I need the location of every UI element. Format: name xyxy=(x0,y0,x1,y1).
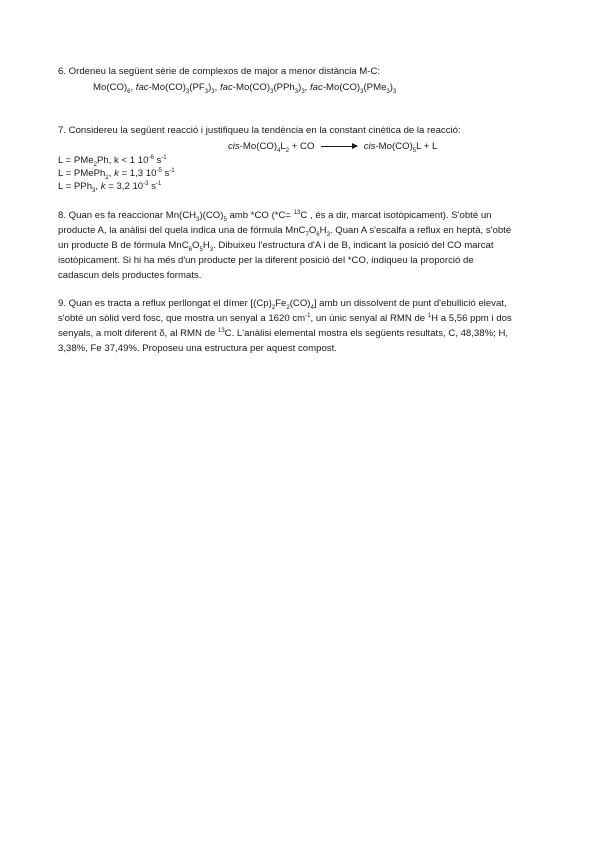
q8-line-4: isotòpicament. Si hi ha més d'un producte per la diferent posició del *CO, indiqueu la proporció de xyxy=(58,255,474,266)
q7-statement: 7. Considereu la següent reacció i justifiqueu la tendència en la constant cinètica de la reacció: xyxy=(58,125,461,136)
q7-reaction-equation xyxy=(228,141,437,153)
q7-product: cis-$Mo(CO)_5L + L$ xyxy=(363,141,438,154)
q9-line-1: 9. Quan es tracta a reflux perllongat el dímer $[(Cp)_2Fe_2(CO)_4]$ amb un dissolvent de punt d'ebullició elevat, xyxy=(58,298,507,311)
q7-ligand-rate-3: L = PPh$_3$, k = 3,2 $10^{-3}$ $s^{-1}$ xyxy=(58,180,162,194)
q9-line-4: 3,38%, Fe 37,49%. Proposeu una estructura per aquest compost. xyxy=(58,343,337,354)
q8-line-1: 8. Quan es fa reaccionar $Mn(CH_3)(CO)_5$ amb *CO (*C= $^{13}$C , és a dir, marcat isotòpicament). S'obté un xyxy=(58,209,492,223)
q6-statement: 6. Ordeneu la següent sèrie de complexos de major a menor distància M-C: xyxy=(58,66,381,77)
reaction-arrow-icon xyxy=(321,146,357,147)
q8-line-2: producte A, la anàlisi del quela indica una de fórmula $MnC_7O_6H_3$. Quan A s'escalfa a reflux en heptà, s'obté xyxy=(58,225,512,238)
q7-reactant: cis-$Mo(CO)_4L_2$ + CO xyxy=(228,141,315,154)
q6-complex-series: $Mo(CO)_6$, fac-$Mo(CO)_3(PF_3)_3$, fac-$Mo(CO)_3(PPh_3)_3$, fac-$Mo(CO)_3(PMe_3)_3$ xyxy=(93,82,397,95)
q7-ligand-rate-2: L = PMePh$_2$, k = 1,3 $10^{-5}$ $s^{-1}$ xyxy=(58,167,175,181)
q7-ligand-rate-1: L = PMe$_2$Ph, k < 1 $10^{-6}$ $s^{-1}$ xyxy=(58,154,167,168)
q8-line-3: un producte B de fórmula $MnC_6O_5H_3$. Dibuixeu l'estructura d'A i de B, indicant la posició del CO marcat xyxy=(58,240,494,253)
q8-line-5: cadascun dels productes formats. xyxy=(58,270,202,281)
q9-line-2: s'obté un sòlid verd fosc, que mostra un senyal a 1620 $cm^{-1}$, un únic senyal al RMN de $^1$H a 5,56 ppm i dos xyxy=(58,312,512,324)
q9-line-3: senyals, a molt diferent δ, al RMN de $^{13}$C. L'anàlisi elemental mostra els següents resultats, C, 48,38%; H, xyxy=(58,327,509,339)
